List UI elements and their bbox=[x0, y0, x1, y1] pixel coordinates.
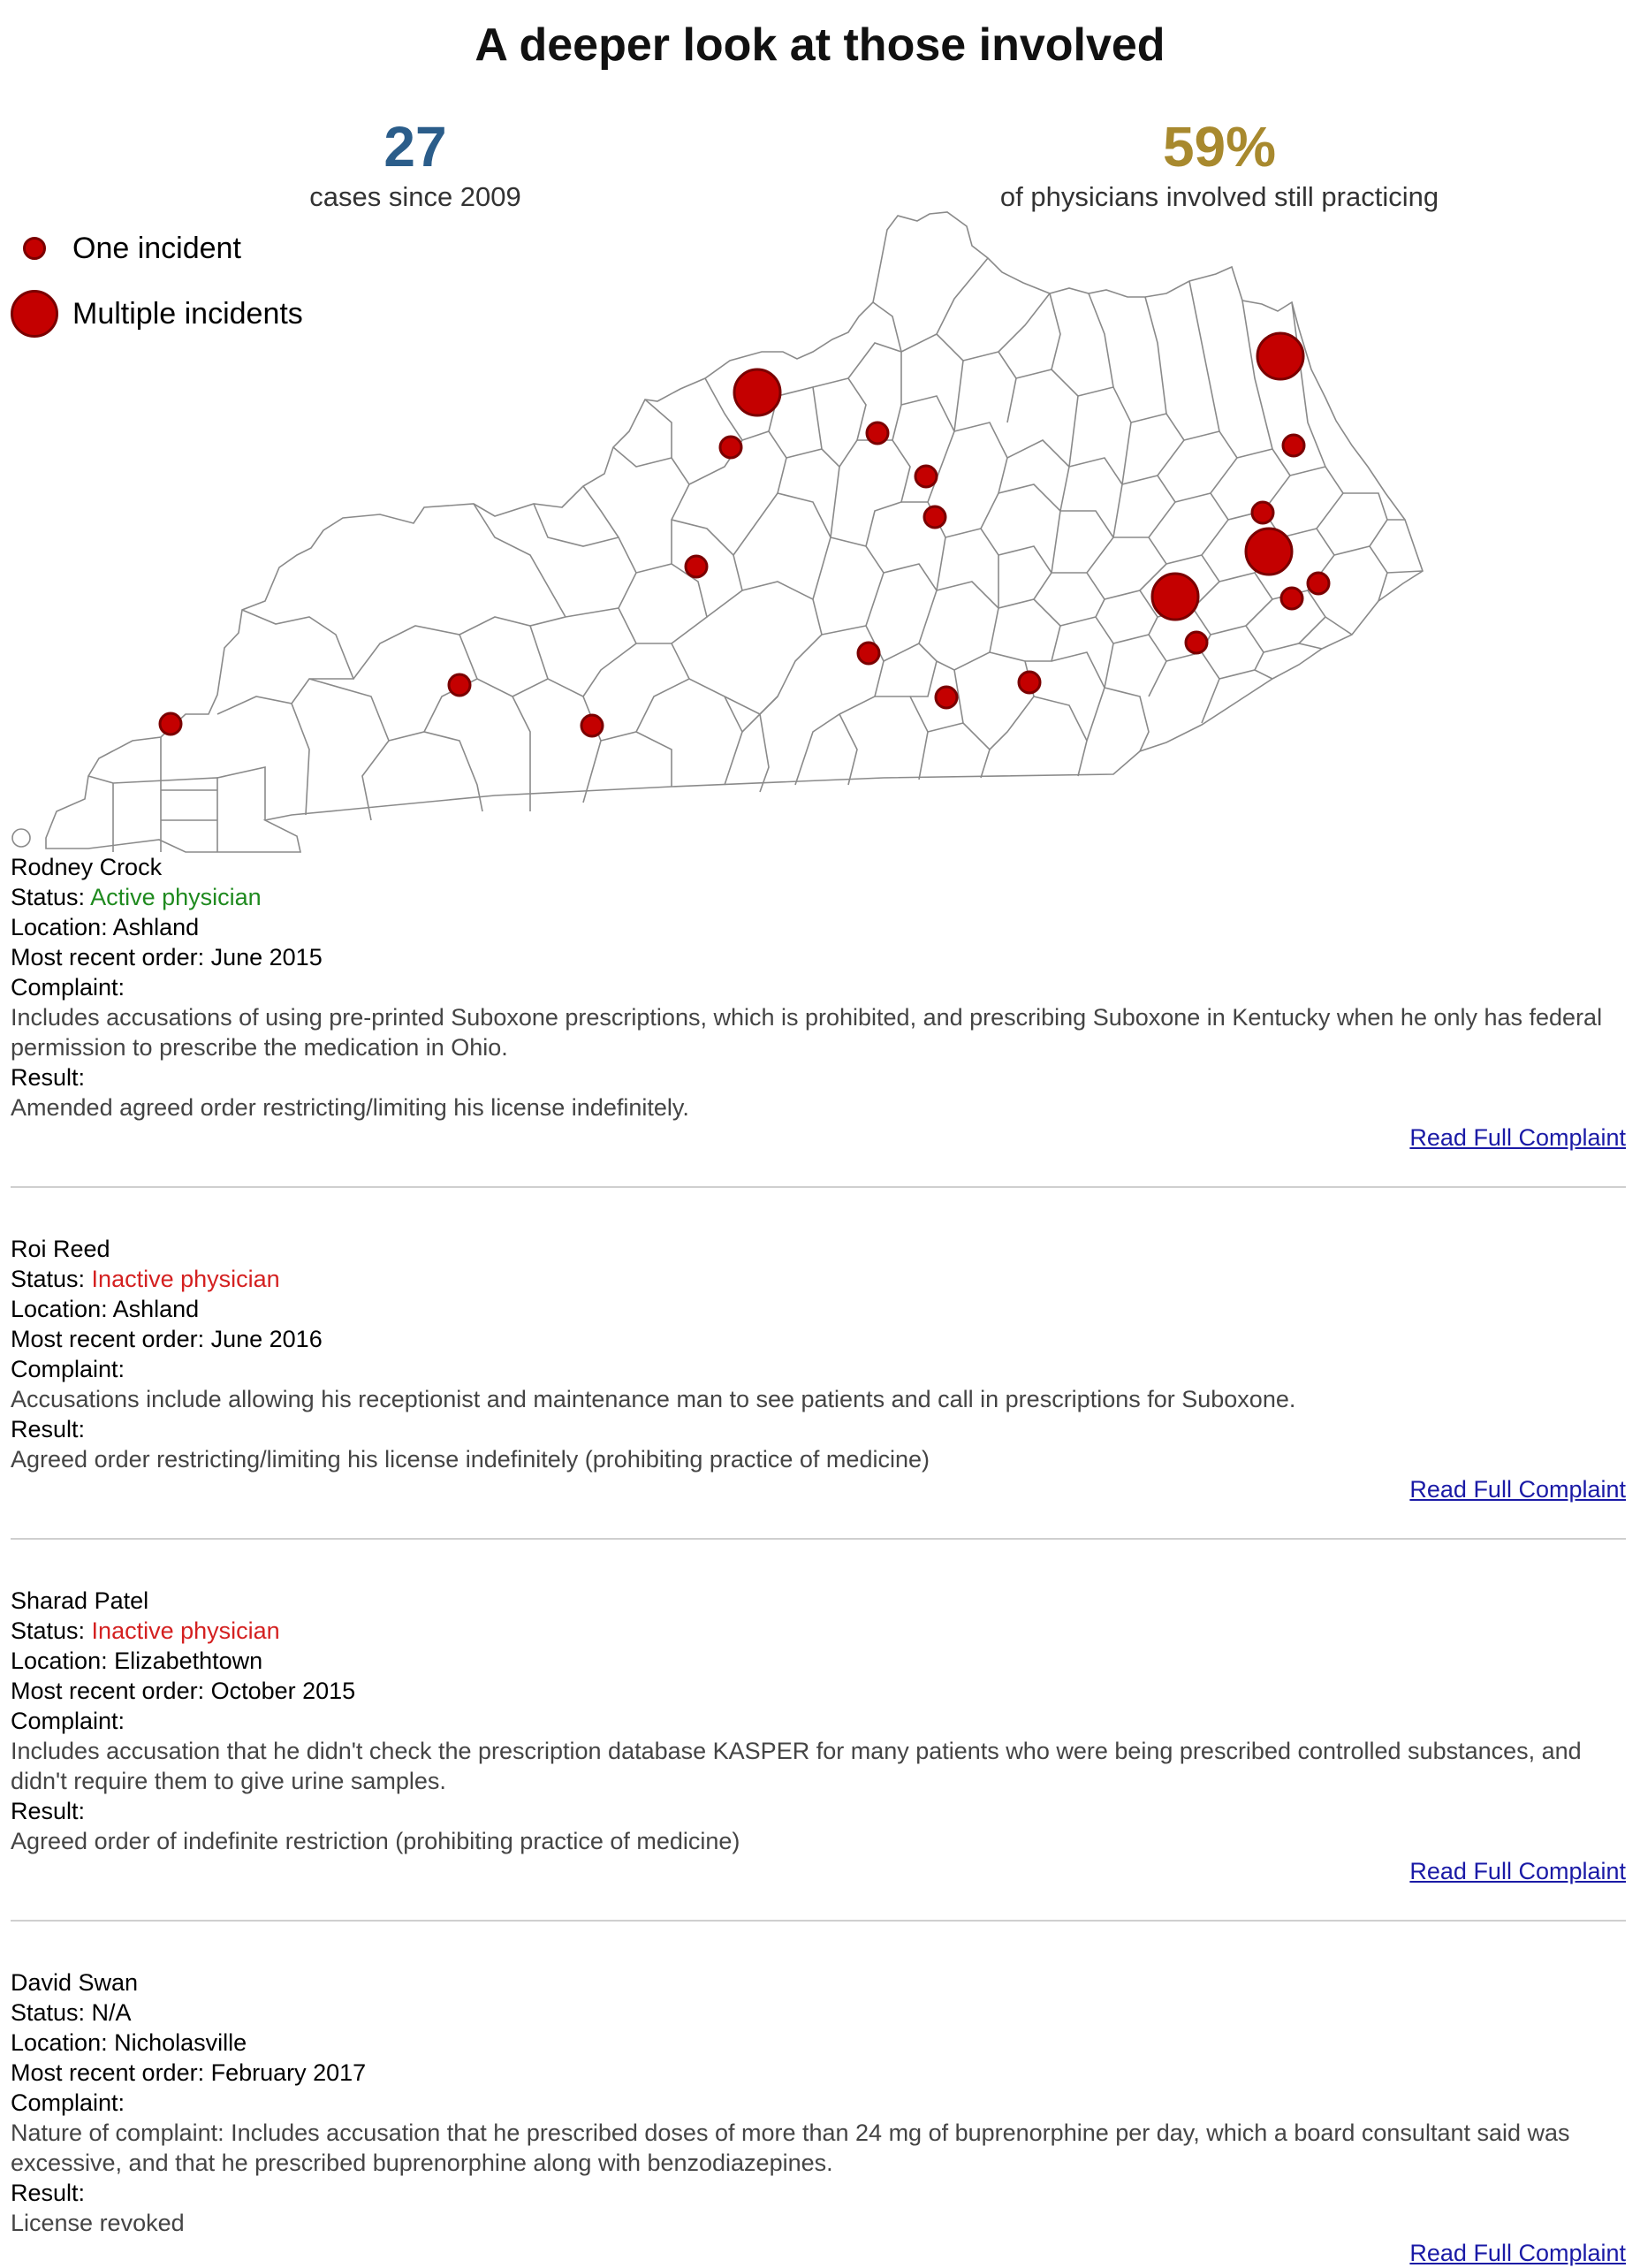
status-row bbox=[11, 1616, 1626, 1646]
location-label: Location: bbox=[11, 2029, 115, 2056]
location-label: Location: bbox=[11, 1296, 113, 1322]
cases-stat bbox=[239, 113, 592, 214]
single-incident-marker bbox=[720, 437, 741, 458]
status-label: Status: bbox=[11, 1617, 92, 1644]
single-incident-marker bbox=[1186, 632, 1207, 653]
single-incident-marker bbox=[1281, 588, 1302, 609]
legend-one-label: One incident bbox=[72, 231, 241, 265]
status-label: Status: bbox=[11, 884, 91, 910]
result-text: Agreed order of indefinite restriction (prohibiting practice of medicine) bbox=[11, 1828, 740, 1854]
cases-caption: cases since 2009 bbox=[309, 181, 521, 212]
page-title: A deeper look at those involved bbox=[475, 19, 1165, 71]
map-legend bbox=[12, 216, 303, 346]
status-row bbox=[11, 882, 1626, 912]
legend-multiple-incidents bbox=[12, 281, 303, 346]
read-more-row bbox=[11, 1123, 1626, 1153]
physician-name: Sharad Patel bbox=[11, 1587, 149, 1614]
order-value: June 2016 bbox=[210, 1326, 323, 1352]
single-incident-marker bbox=[867, 422, 888, 444]
single-incident-marker bbox=[1019, 672, 1040, 693]
single-incident-marker bbox=[160, 713, 181, 734]
physician-name: Roi Reed bbox=[11, 1236, 110, 1262]
order-row bbox=[11, 1324, 1626, 1354]
order-label: Most recent order: bbox=[11, 944, 211, 970]
large-dot-icon bbox=[11, 290, 58, 338]
small-dot-icon bbox=[23, 237, 46, 260]
status-value: Inactive physician bbox=[91, 1617, 280, 1644]
cases-count: 27 bbox=[383, 115, 447, 179]
location-label: Location: bbox=[11, 914, 113, 940]
case-list bbox=[11, 852, 1626, 2268]
location-row bbox=[11, 1294, 1626, 1324]
location-value: Ashland bbox=[112, 1296, 200, 1322]
practicing-stat bbox=[937, 113, 1502, 214]
location-label: Location: bbox=[11, 1648, 115, 1674]
complaint-label: Complaint: bbox=[11, 1708, 125, 1734]
order-label: Most recent order: bbox=[11, 1326, 211, 1352]
result-label: Result: bbox=[11, 1416, 86, 1442]
location-row bbox=[11, 1646, 1626, 1676]
single-incident-marker bbox=[924, 506, 945, 528]
case-item bbox=[11, 852, 1626, 1153]
complaint-label: Complaint: bbox=[11, 1356, 125, 1382]
physician-name: Rodney Crock bbox=[11, 854, 163, 880]
case-item bbox=[11, 1967, 1626, 2268]
single-incident-marker bbox=[686, 556, 707, 577]
multiple-incident-marker bbox=[1257, 333, 1303, 379]
order-row bbox=[11, 1676, 1626, 1706]
kentucky-island-outline bbox=[12, 829, 30, 847]
order-row bbox=[11, 942, 1626, 972]
single-incident-marker bbox=[581, 715, 603, 736]
order-row bbox=[11, 2058, 1626, 2088]
complaint-text: Includes accusation that he didn't check the prescription database KASPER for many patients who were being prescribed controlled substances, and didn't require them to give urine samples. bbox=[11, 1738, 1582, 1794]
location-value: Ashland bbox=[112, 914, 200, 940]
case-divider bbox=[11, 1538, 1626, 1540]
order-label: Most recent order: bbox=[11, 1678, 211, 1704]
complaint-text: Includes accusations of using pre-printed Suboxone prescriptions, which is prohibited, and prescribing Suboxone in Kentucky when he only has federal permission to prescribe the medication in Ohio. bbox=[11, 1004, 1603, 1061]
status-value: Inactive physician bbox=[91, 1266, 280, 1292]
status-label: Status: bbox=[11, 1999, 92, 2026]
result-label: Result: bbox=[11, 1064, 86, 1091]
case-item bbox=[11, 1586, 1626, 1886]
location-row bbox=[11, 2028, 1626, 2058]
status-row bbox=[11, 1264, 1626, 1294]
result-text: License revoked bbox=[11, 2210, 185, 2236]
single-incident-marker bbox=[1308, 573, 1329, 594]
result-label: Result: bbox=[11, 2180, 86, 2206]
order-value: June 2015 bbox=[210, 944, 323, 970]
status-value: N/A bbox=[91, 1999, 132, 2026]
single-incident-marker bbox=[858, 643, 879, 664]
order-label: Most recent order: bbox=[11, 2059, 211, 2086]
practicing-percent: 59% bbox=[1162, 115, 1277, 179]
practicing-caption: of physicians involved still practicing bbox=[999, 181, 1439, 212]
physician-name: David Swan bbox=[11, 1969, 139, 1996]
complaint-label: Complaint: bbox=[11, 2089, 125, 2116]
case-item bbox=[11, 1234, 1626, 1504]
complaint-text: Nature of complaint: Includes accusation that he prescribed doses of more than 24 mg of buprenorphine per day, which a board consultant said was excessive, and that he prescribed buprenorphine along with benzodiazepines. bbox=[11, 2120, 1570, 2176]
read-full-complaint-link[interactable]: Read Full Complaint bbox=[1409, 1858, 1626, 1884]
order-value: February 2017 bbox=[210, 2059, 367, 2086]
complaint-text: Accusations include allowing his receptionist and maintenance man to see patients and call in prescriptions for Suboxone. bbox=[11, 1386, 1296, 1412]
single-incident-marker bbox=[449, 674, 470, 696]
read-more-row bbox=[11, 1474, 1626, 1504]
result-label: Result: bbox=[11, 1798, 86, 1824]
result-text: Agreed order restricting/limiting his license indefinitely (prohibiting practice of medicine) bbox=[11, 1446, 930, 1473]
legend-multiple-label: Multiple incidents bbox=[72, 296, 303, 331]
status-label: Status: bbox=[11, 1266, 92, 1292]
read-full-complaint-link[interactable]: Read Full Complaint bbox=[1409, 2240, 1626, 2266]
case-divider bbox=[11, 1186, 1626, 1188]
read-more-row bbox=[11, 1856, 1626, 1886]
status-value: Active physician bbox=[90, 884, 262, 910]
legend-one-incident bbox=[12, 216, 303, 281]
result-text: Amended agreed order restricting/limiting his license indefinitely. bbox=[11, 1094, 689, 1121]
read-full-complaint-link[interactable]: Read Full Complaint bbox=[1409, 1124, 1626, 1151]
multiple-incident-marker bbox=[1246, 529, 1292, 575]
multiple-incident-marker bbox=[1152, 574, 1198, 620]
case-divider bbox=[11, 1920, 1626, 1922]
incident-markers bbox=[160, 333, 1329, 736]
single-incident-marker bbox=[915, 466, 937, 487]
read-full-complaint-link[interactable]: Read Full Complaint bbox=[1409, 1476, 1626, 1503]
single-incident-marker bbox=[1252, 502, 1273, 523]
complaint-label: Complaint: bbox=[11, 974, 125, 1001]
read-more-row bbox=[11, 2238, 1626, 2268]
location-row bbox=[11, 912, 1626, 942]
location-value: Nicholasville bbox=[114, 2029, 247, 2056]
order-value: October 2015 bbox=[210, 1678, 356, 1704]
single-incident-marker bbox=[936, 687, 957, 708]
single-incident-marker bbox=[1283, 435, 1304, 456]
status-row bbox=[11, 1998, 1626, 2028]
location-value: Elizabethtown bbox=[114, 1648, 263, 1674]
multiple-incident-marker bbox=[734, 369, 780, 415]
